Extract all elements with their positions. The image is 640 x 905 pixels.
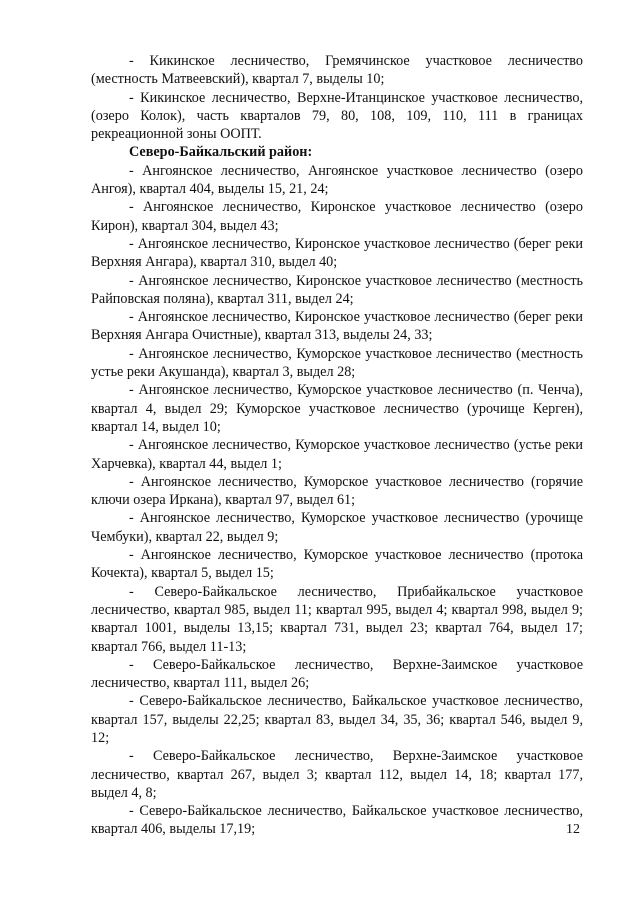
paragraph-item: - Ангоянское лесничество, Киронское участковое лесничество (озеро Кирон), квартал 304, выдел 43; [91,199,583,234]
paragraph-item: - Ангоянское лесничество, Куморское участковое лесничество (урочище Чембуки), квартал 22, выдел 9; [91,510,583,545]
paragraph-item: - Ангоянское лесничество, Киронское участковое лесничество (берег реки Верхняя Ангара), квартал 310, выдел 40; [91,235,583,271]
section-heading: Северо-Байкальский район: [129,144,313,161]
paragraph-item: - Северо-Байкальское лесничество, Верхне-Заимское участковое лесничество, квартал 267, выдел 3; квартал 112, выдел 14, 18; квартал 177, выдел 4, 8; [91,748,583,801]
document-page [91,52,583,839]
page-number: 12 [566,822,580,837]
paragraph-kikinskoe-1: - Кикинское лесничество, Гремячинское участковое лесничество (местность Матвеевский), квартал 7, выделы 10; [91,53,583,88]
paragraph-item: - Ангоянское лесничество, Киронское участковое лесничество (берег реки Верхняя Ангара Очистные), квартал 313, выделы 24, 33; [91,309,583,344]
paragraph-item: - Ангоянское лесничество, Куморское участковое лесничество (горячие ключи озера Иркана), квартал 97, выдел 61; [91,473,583,509]
paragraph-item: - Северо-Байкальское лесничество, Верхне-Заимское участковое лесничество, квартал 111, выдел 26; [91,656,583,692]
paragraph-item: - Северо-Байкальское лесничество, Байкальское участковое лесничество, квартал 406, выделы 17,19; [91,803,583,838]
paragraph-item: - Северо-Байкальское лесничество, Байкальское участковое лесничество, квартал 157, выделы 22,25; квартал 83, выдел 34, 35, 36; квартал 546, выдел 9, 12; [91,693,583,746]
paragraph-item: - Ангоянское лесничество, Куморское участковое лесничество (протока Кочекта), квартал 5, выдел 15; [91,547,583,582]
paragraph-item: - Ангоянское лесничество, Ангоянское участковое лесничество (озеро Ангоя), квартал 404, выделы 15, 21, 24; [91,162,583,198]
paragraph-item: - Ангоянское лесничество, Куморское участковое лесничество (местность устье реки Акушанда), квартал 3, выдел 28; [91,345,583,381]
paragraph-kikinskoe-2: - Кикинское лесничество, Верхне-Итанцинское участковое лесничество, (озеро Колок), часть кварталов 79, 80, 108, 109, 110, 111 в границах рекреационной зоны ООПТ. [91,89,583,143]
paragraph-item: - Ангоянское лесничество, Куморское участковое лесничество (п. Ченча), квартал 4, выдел 29; Куморское участковое лесничество (урочище Керген), квартал 14, выдел 10; [91,382,583,435]
paragraph-item: - Ангоянское лесничество, Куморское участковое лесничество (устье реки Харчевка), квартал 44, выдел 1; [91,437,583,472]
paragraph-item: - Ангоянское лесничество, Киронское участковое лесничество (местность Райповская поляна), квартал 311, выдел 24; [91,272,583,307]
paragraph-item: - Северо-Байкальское лесничество, Прибайкальское участковое лесничество, квартал 985, выдел 11; квартал 995, выдел 4; квартал 998, выдел 9; квартал 1001, выделы 13,15; квартал 731, выдел 23; квартал 764, выдел 17; квартал 766, выдел 11-13; [91,583,583,655]
